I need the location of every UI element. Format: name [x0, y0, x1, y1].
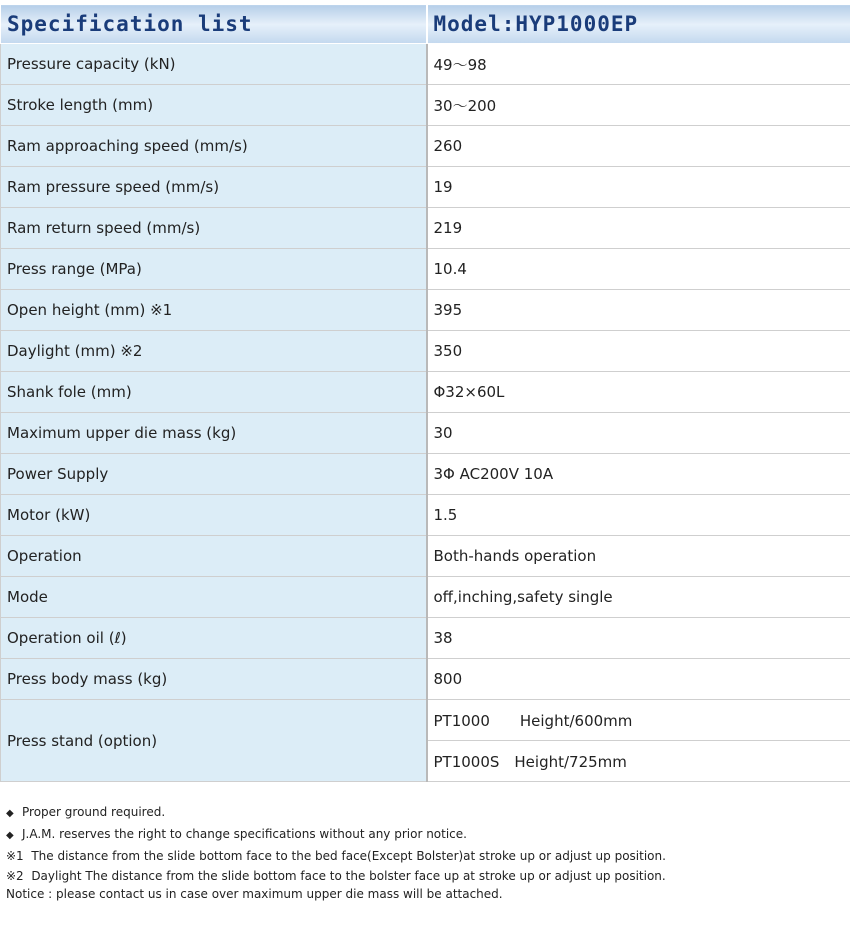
note-notice: Notice : please contact us in case over maximum upper die mass will be attached.	[6, 887, 503, 901]
row-label: Mode	[1, 577, 427, 618]
table-row-press-stand	[1, 700, 850, 741]
table-row	[1, 495, 850, 536]
row-value: 49～98	[427, 44, 850, 85]
row-value: 395	[427, 290, 850, 331]
row-value: off,inching,safety single	[427, 577, 850, 618]
row-label: Press range (MPa)	[1, 249, 427, 290]
row-label: Operation	[1, 536, 427, 577]
press-stand-option-1: PT1000 Height/600mm	[427, 700, 850, 741]
row-label: Ram return speed (mm/s)	[1, 208, 427, 249]
row-value: 800	[427, 659, 850, 700]
spec-list-heading: Specification list	[1, 5, 427, 44]
table-row	[1, 577, 850, 618]
table-row	[1, 331, 850, 372]
table-row	[1, 290, 850, 331]
specification-table	[0, 4, 850, 782]
row-label: Operation oil (ℓ)	[1, 618, 427, 659]
row-label: Power Supply	[1, 454, 427, 495]
row-label: Maximum upper die mass (kg)	[1, 413, 427, 454]
table-row	[1, 44, 850, 85]
row-value: 30	[427, 413, 850, 454]
table-row	[1, 413, 850, 454]
notes-section	[6, 801, 846, 903]
note-text: J.A.M. reserves the right to change specifications without any prior notice.	[22, 827, 467, 841]
row-value: 38	[427, 618, 850, 659]
row-value: 10.4	[427, 249, 850, 290]
row-label: Stroke length (mm)	[1, 85, 427, 126]
table-row	[1, 454, 850, 495]
row-label: Pressure capacity (kN)	[1, 44, 427, 85]
table-row	[1, 208, 850, 249]
row-label: Motor (kW)	[1, 495, 427, 536]
note-text: Proper ground required.	[22, 805, 166, 819]
row-label: Ram pressure speed (mm/s)	[1, 167, 427, 208]
note-rights	[6, 823, 846, 845]
press-stand-label: Press stand (option)	[1, 700, 427, 782]
row-value: 19	[427, 167, 850, 208]
row-value: 350	[427, 331, 850, 372]
model-heading: Model:HYP1000EP	[427, 5, 850, 44]
row-value: Φ32×60L	[427, 372, 850, 413]
row-value: 260	[427, 126, 850, 167]
press-stand-option-2: PT1000S Height/725mm	[427, 741, 850, 782]
table-row	[1, 167, 850, 208]
table-row	[1, 372, 850, 413]
row-label: Shank fole (mm)	[1, 372, 427, 413]
diamond-bullet-icon: ◆	[6, 808, 14, 819]
table-row	[1, 659, 850, 700]
row-value: 219	[427, 208, 850, 249]
row-value: Both-hands operation	[427, 536, 850, 577]
note-1: ※1 The distance from the slide bottom face to the bed face(Except Bolster)at stroke up or adjust up position.	[6, 849, 666, 863]
row-label: Daylight (mm) ※2	[1, 331, 427, 372]
table-header-row	[1, 5, 850, 44]
note-2: ※2 Daylight The distance from the slide bottom face to the bolster face up at stroke up or adjust up position.	[6, 869, 666, 883]
table-row	[1, 85, 850, 126]
table-row	[1, 536, 850, 577]
row-label: Press body mass (kg)	[1, 659, 427, 700]
note-ground	[6, 801, 846, 823]
table-row	[1, 618, 850, 659]
row-value: 3Φ AC200V 10A	[427, 454, 850, 495]
table-row	[1, 249, 850, 290]
diamond-bullet-icon: ◆	[6, 830, 14, 841]
row-label: Ram approaching speed (mm/s)	[1, 126, 427, 167]
row-value: 1.5	[427, 495, 850, 536]
row-label: Open height (mm) ※1	[1, 290, 427, 331]
row-value: 30～200	[427, 85, 850, 126]
table-row	[1, 126, 850, 167]
